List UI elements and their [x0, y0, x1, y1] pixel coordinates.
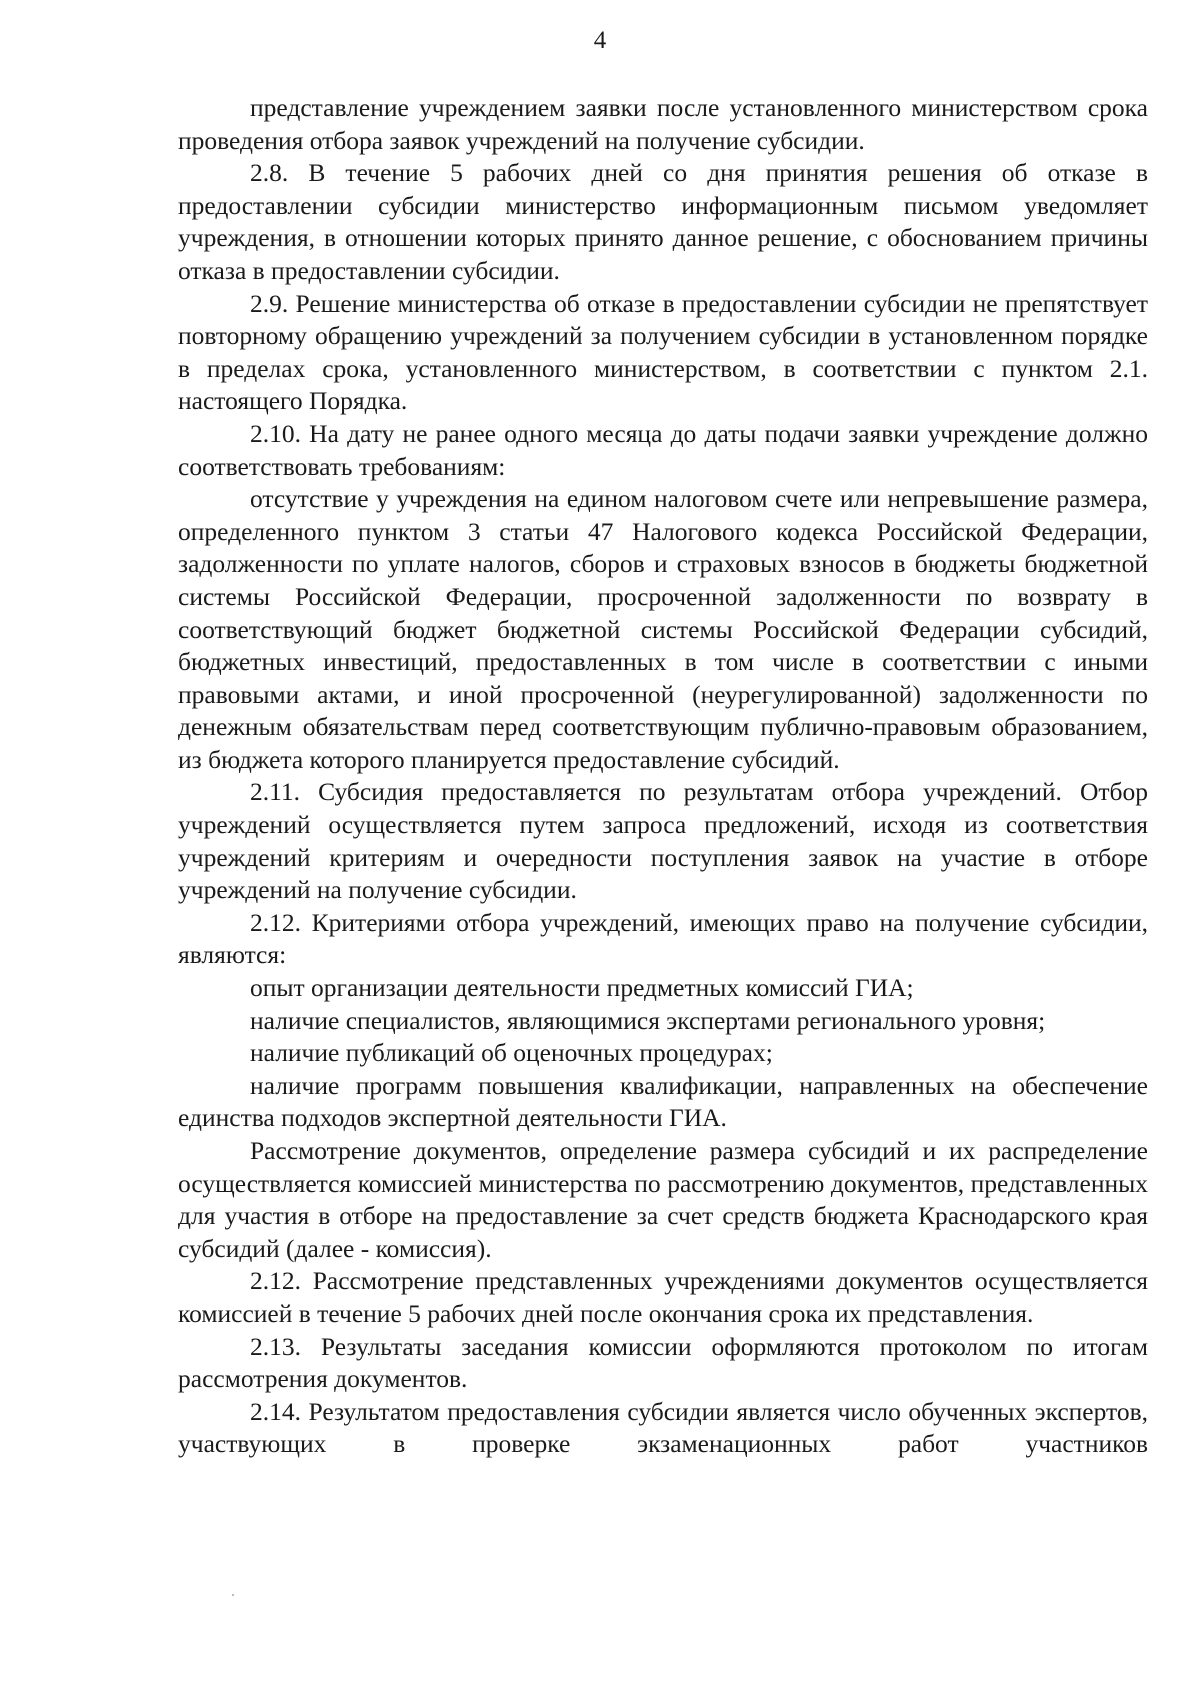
criterion-programs: наличие программ повышения квалификации, направленных на обеспечение единства подходов экспертной деятельности ГИА.	[178, 1070, 1148, 1133]
paragraph-2-10: 2.10. На дату не ранее одного месяца до даты подачи заявки учреждение должно соответствовать требованиям:	[178, 418, 1148, 481]
document-body	[178, 92, 1148, 1461]
paragraph-2-12-review: 2.12. Рассмотрение представленных учреждениями документов осуществляется комиссией в течение 5 рабочих дней после окончания срока их представления.	[178, 1266, 1148, 1328]
paragraph-2-11: 2.11. Субсидия предоставляется по результатам отбора учреждений. Отбор учреждений осуществляется путем запроса предложений, исходя из соответствия учреждений критериям и очередности поступления заявок на участие в отборе учреждений на получение субсидии.	[178, 777, 1148, 905]
criterion-experience: опыт организации деятельности предметных комиссий ГИА;	[250, 973, 914, 1003]
paragraph-2-13: 2.13. Результаты заседания комиссии оформляются протоколом по итогам рассмотрения документов.	[178, 1331, 1148, 1394]
paragraph-review-commission: Рассмотрение документов, определение размера субсидий и их распределение осуществляется комиссией министерства по рассмотрению документов, представленных для участия в отборе на предоставление за счет средств бюджета Краснодарского края субсидий (далее - комиссия).	[178, 1136, 1148, 1263]
paragraph-2-12-criteria: 2.12. Критериями отбора учреждений, имеющих право на получение субсидии, являются:	[178, 907, 1148, 970]
criterion-specialists: наличие специалистов, являющимися экспертами регионального уровня;	[250, 1005, 1046, 1035]
paragraph-continuation: представление учреждением заявки после установленного министерством срока проведения отбора заявок учреждений на получение субсидии.	[178, 93, 1148, 155]
paragraph-2-14: 2.14. Результатом предоставления субсидии является число обученных экспертов, участвующих в проверке экзаменационных работ участников	[178, 1396, 1148, 1459]
paragraph-requirement: отсутствие у учреждения на едином налоговом счете или непревышение размера, определенного пунктом 3 статьи 47 Налогового кодекса Российской Федерации, задолженности по уплате налогов, сборов и страховых взносов в бюджеты бюджетной системы Российской Федерации, просроченной задолженности по возврату в соответствующий бюджет бюджетной системы Российской Федерации субсидий, бюджетных инвестиций, предоставленных в том числе в соответствии с иными правовыми актами, и иной просроченной (неурегулированной) задолженности по денежным обязательствам перед соответствующим публично-правовым образованием, из бюджета которого планируется предоставление субсидий.	[178, 484, 1148, 774]
scan-artifact	[232, 1594, 234, 1596]
paragraph-2-8: 2.8. В течение 5 рабочих дней со дня принятия решения об отказе в предоставлении субсидии министерство информационным письмом уведомляет учреждения, в отношении которых принято данное решение, с обоснованием причины отказа в предоставлении субсидии.	[178, 158, 1148, 285]
page-number: 4	[593, 27, 607, 54]
criterion-publications: наличие публикаций об оценочных процедурах;	[250, 1038, 773, 1068]
paragraph-2-9: 2.9. Решение министерства об отказе в предоставлении субсидии не препятствует повторному обращению учреждений за получением субсидии в установленном порядке в пределах срока, установленного министерством, в соответствии с пунктом 2.1. настоящего Порядка.	[178, 288, 1148, 416]
